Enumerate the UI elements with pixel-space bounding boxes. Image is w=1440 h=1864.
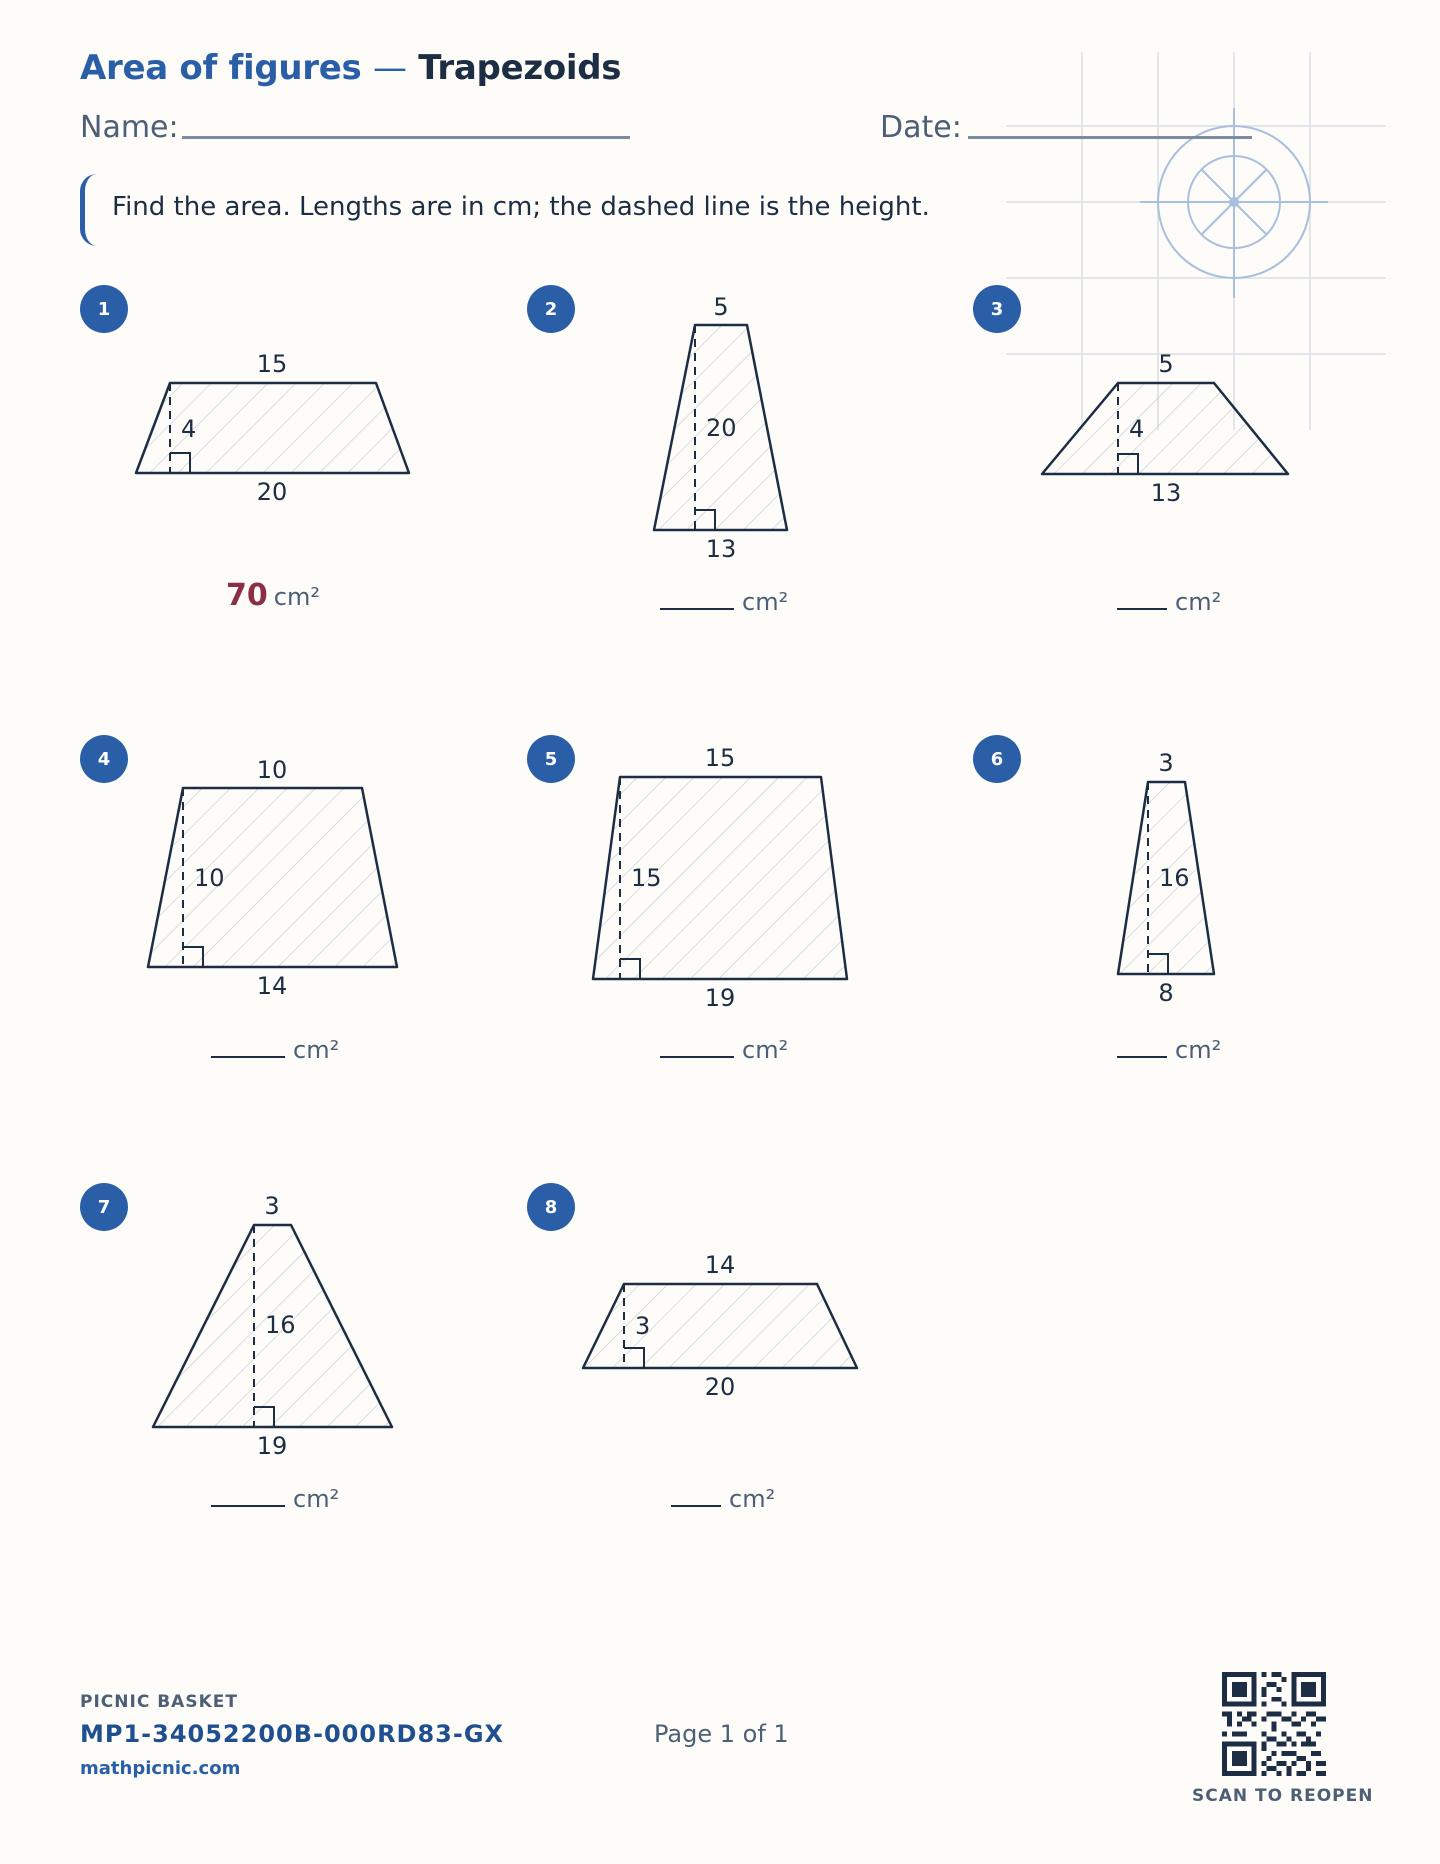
trapezoid-figure-2	[654, 293, 787, 563]
trapezoid-figure-7	[153, 1192, 392, 1460]
top-base-label-3: 5	[1158, 350, 1174, 378]
worksheet-code: MP1-34052200B-000RD83-GX	[80, 1720, 505, 1748]
scan-label: SCAN TO REOPEN	[1192, 1786, 1374, 1806]
unit-label-5: cm²	[742, 1036, 789, 1064]
trapezoid-figure-4	[148, 756, 397, 1000]
answer-blank-7[interactable]	[211, 1505, 285, 1507]
trapezoid-figure-1	[136, 350, 409, 506]
answer-5[interactable]	[660, 1036, 788, 1064]
trapezoid-figure-5	[593, 744, 847, 1012]
top-base-label-5: 15	[704, 744, 736, 772]
bottom-base-label-3: 13	[1150, 479, 1182, 507]
unit-label-4: cm²	[293, 1036, 340, 1064]
height-label-2: 20	[706, 414, 737, 442]
footer-site-link[interactable]: mathpicnic.com	[80, 1758, 241, 1779]
problem-number-1: 1	[80, 285, 128, 333]
bottom-base-label-1: 20	[256, 478, 288, 506]
answer-blank-3[interactable]	[1117, 608, 1167, 610]
trapezoid-figure-3	[1042, 350, 1288, 507]
name-label: Name:	[80, 110, 179, 145]
top-base-label-2: 5	[713, 293, 729, 321]
page-number: Page 1 of 1	[654, 1720, 789, 1748]
bottom-base-label-4: 14	[256, 972, 288, 1000]
answer-blank-2[interactable]	[660, 608, 734, 610]
trapezoid-shape-3	[1042, 383, 1288, 474]
instructions-text: Find the area. Lengths are in cm; the dashed line is the height.	[112, 192, 930, 222]
qr-code-icon[interactable]	[1222, 1672, 1326, 1776]
problem-number-7: 7	[80, 1183, 128, 1231]
answer-blank-4[interactable]	[211, 1056, 285, 1058]
height-label-7: 16	[265, 1311, 296, 1339]
top-base-label-8: 14	[704, 1251, 736, 1279]
answer-4[interactable]	[211, 1036, 339, 1064]
problem-number-6: 6	[973, 735, 1021, 783]
problem-number-8: 8	[527, 1183, 575, 1231]
trapezoid-shape-4	[148, 788, 397, 967]
footer-brand: PICNIC BASKET	[80, 1692, 238, 1712]
top-base-label-7: 3	[264, 1192, 280, 1220]
bottom-base-label-8: 20	[704, 1373, 736, 1401]
height-label-8: 3	[635, 1312, 651, 1340]
top-base-label-1: 15	[256, 350, 288, 378]
height-label-4: 10	[194, 864, 225, 892]
unit-label-8: cm²	[729, 1485, 776, 1513]
answer-blank-6[interactable]	[1117, 1056, 1167, 1058]
title-separator: —	[373, 48, 407, 88]
unit-label-3: cm²	[1175, 588, 1222, 616]
bottom-base-label-7: 19	[256, 1432, 288, 1460]
unit-label-7: cm²	[293, 1485, 340, 1513]
trapezoid-figure-8	[583, 1251, 857, 1401]
answer-blank-5[interactable]	[660, 1056, 734, 1058]
answer-value-1: 70	[226, 578, 268, 613]
problem-number-4: 4	[80, 735, 128, 783]
bottom-base-label-2: 13	[705, 535, 737, 563]
date-label: Date:	[880, 110, 962, 145]
answer-8[interactable]	[671, 1485, 775, 1513]
bottom-base-label-5: 19	[704, 984, 736, 1012]
problem-number-3: 3	[973, 285, 1021, 333]
trapezoid-shape-1	[136, 383, 409, 473]
height-label-3: 4	[1129, 415, 1145, 443]
answer-6[interactable]	[1117, 1036, 1221, 1064]
height-label-5: 15	[631, 864, 662, 892]
top-base-label-4: 10	[256, 756, 288, 784]
problem-number-5: 5	[527, 735, 575, 783]
problem-number-2: 2	[527, 285, 575, 333]
answer-2[interactable]	[660, 588, 788, 616]
title-subject: Trapezoids	[418, 48, 622, 88]
unit-label-6: cm²	[1175, 1036, 1222, 1064]
unit-label-2: cm²	[742, 588, 789, 616]
answer-7[interactable]	[211, 1485, 339, 1513]
unit-label-1: cm²	[273, 583, 320, 611]
answer-1	[226, 578, 320, 613]
answer-blank-8[interactable]	[671, 1505, 721, 1507]
height-label-1: 4	[181, 415, 197, 443]
bottom-base-label-6: 8	[1158, 979, 1174, 1007]
title-topic: Area of figures	[80, 48, 362, 88]
height-label-6: 16	[1159, 864, 1190, 892]
answer-3[interactable]	[1117, 588, 1221, 616]
trapezoid-figure-6	[1118, 749, 1214, 1007]
top-base-label-6: 3	[1158, 749, 1174, 777]
